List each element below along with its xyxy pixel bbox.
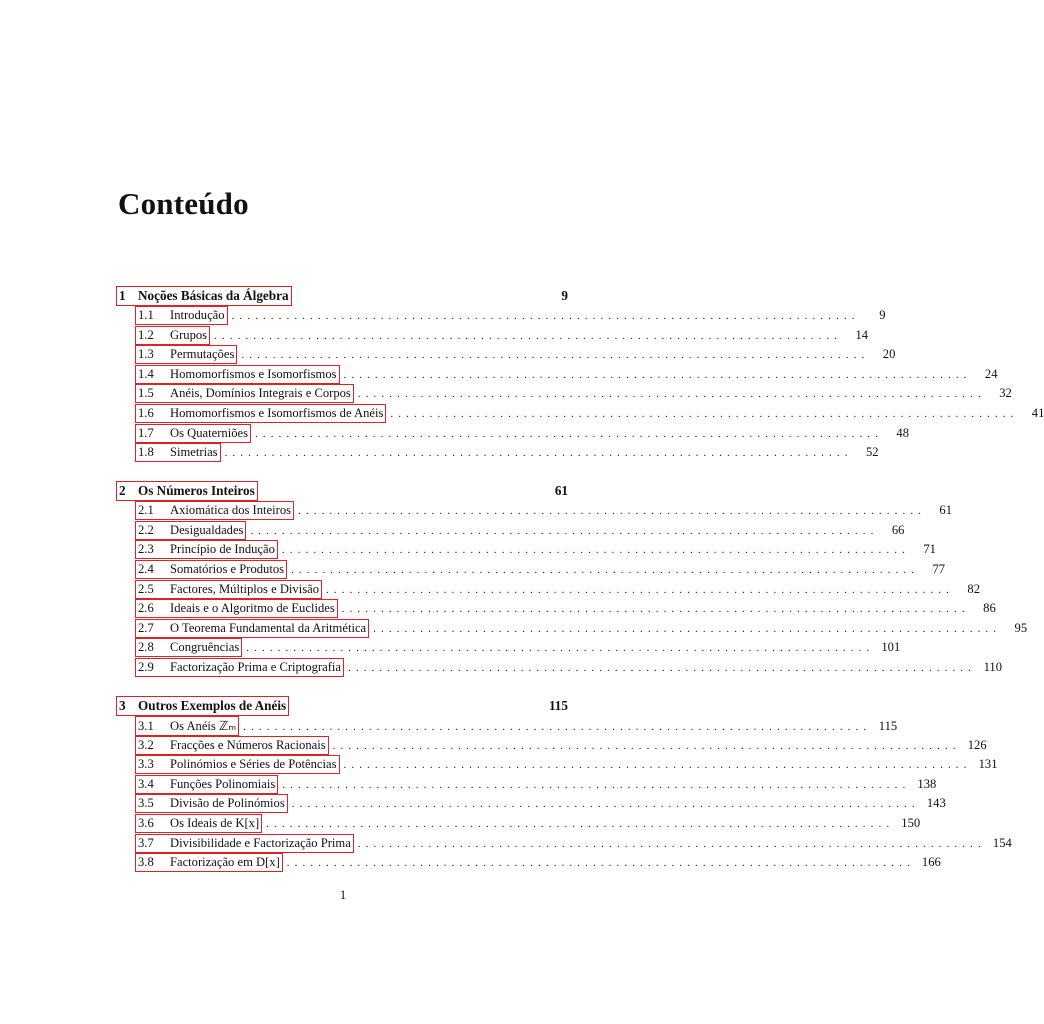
leader-dots: ................................................................................ bbox=[298, 505, 927, 518]
section-number: 2.5 bbox=[138, 581, 154, 596]
section-number: 3.5 bbox=[138, 796, 154, 811]
section-page: 24 bbox=[984, 366, 998, 381]
section-title: Axiomática dos Inteiros bbox=[170, 503, 292, 518]
section-link[interactable] bbox=[137, 347, 235, 362]
section-link[interactable] bbox=[137, 738, 327, 753]
section-title: Factorização em D[x] bbox=[170, 855, 280, 870]
chapter-link[interactable] bbox=[118, 698, 287, 714]
toc-section-row bbox=[118, 620, 1028, 641]
section-page: 61 bbox=[939, 503, 953, 518]
section-title: Fracções e Números Racionais bbox=[170, 737, 326, 752]
section-page: 20 bbox=[882, 347, 896, 362]
section-link[interactable] bbox=[137, 757, 338, 772]
section-link[interactable] bbox=[137, 855, 281, 870]
chapter-page: 115 bbox=[548, 698, 568, 714]
section-page: 32 bbox=[999, 386, 1012, 401]
section-page: 82 bbox=[967, 581, 981, 596]
toc-section-row bbox=[118, 503, 953, 523]
toc-section-row bbox=[118, 366, 998, 387]
chapter-number: 1 bbox=[119, 288, 126, 303]
page-number: 1 bbox=[339, 888, 347, 902]
section-link[interactable] bbox=[137, 660, 342, 675]
section-title: Simetrias bbox=[170, 445, 218, 460]
section-title: Divisão de Polinómios bbox=[170, 796, 285, 811]
leader-dots: ................................................................................ bbox=[357, 837, 986, 850]
leader-dots: ................................................................................ bbox=[286, 857, 915, 870]
section-title: O Teorema Fundamental da Aritmética bbox=[170, 620, 367, 635]
section-link[interactable] bbox=[137, 308, 226, 323]
leader-dots: ................................................................................ bbox=[332, 739, 961, 752]
leader-dots: ................................................................................ bbox=[348, 662, 976, 674]
section-title: Somatórios e Produtos bbox=[170, 562, 285, 577]
section-link[interactable] bbox=[137, 621, 367, 636]
leader-dots: ................................................................................ bbox=[281, 544, 910, 557]
section-link[interactable] bbox=[137, 601, 336, 616]
section-page: 14 bbox=[855, 327, 869, 342]
leader-dots: ................................................................................ bbox=[243, 721, 872, 734]
leader-dots: ................................................................................ bbox=[241, 349, 870, 362]
section-number: 2.2 bbox=[138, 522, 154, 537]
section-number: 3.8 bbox=[138, 855, 154, 870]
section-number: 1.3 bbox=[138, 347, 154, 362]
section-number: 1.7 bbox=[138, 425, 154, 440]
leader-dots: ................................................................................ bbox=[246, 642, 875, 655]
chapter-2 bbox=[118, 483, 1028, 679]
toc-section-row bbox=[118, 640, 901, 660]
toc-section-row bbox=[118, 347, 896, 367]
toc-section-row bbox=[118, 542, 936, 562]
chapter-title: Noções Básicas da Álgebra bbox=[138, 288, 289, 303]
toc-section-row bbox=[118, 327, 869, 348]
chapter-link[interactable] bbox=[118, 288, 290, 304]
section-link[interactable] bbox=[137, 777, 276, 792]
section-number: 1.8 bbox=[138, 445, 154, 460]
section-link[interactable] bbox=[137, 367, 338, 382]
section-number: 3.6 bbox=[138, 816, 154, 831]
section-title: Princípio de Indução bbox=[170, 542, 275, 557]
section-page: 66 bbox=[891, 522, 905, 537]
chapter-1 bbox=[118, 288, 1044, 465]
section-title: Anéis, Domínios Integrais e Corpos bbox=[170, 386, 351, 401]
section-link[interactable] bbox=[137, 640, 240, 655]
toc-section-row bbox=[118, 757, 998, 777]
section-number: 2.4 bbox=[138, 562, 154, 577]
toc-section-row bbox=[118, 660, 1002, 680]
toc-section-row bbox=[118, 386, 1012, 406]
section-page: 52 bbox=[865, 445, 879, 460]
leader-dots: ................................................................................ bbox=[250, 524, 879, 537]
section-number: 2.3 bbox=[138, 542, 154, 557]
chapter-link[interactable] bbox=[118, 483, 256, 499]
section-link[interactable] bbox=[137, 445, 219, 460]
section-page: 77 bbox=[932, 562, 946, 577]
section-page: 41 bbox=[1031, 405, 1044, 420]
leader-dots: ................................................................................ bbox=[390, 407, 1019, 420]
section-page: 95 bbox=[1014, 620, 1028, 635]
table-of-contents bbox=[118, 288, 1044, 893]
toc-section-row bbox=[118, 718, 898, 738]
leader-dots: ................................................................................ bbox=[357, 388, 986, 401]
toc-chapter-row bbox=[118, 698, 568, 718]
section-title: Os Anéis ℤₘ bbox=[170, 719, 237, 734]
toc-section-row bbox=[118, 816, 921, 836]
toc-section-row bbox=[118, 425, 909, 446]
section-number: 1.6 bbox=[138, 405, 154, 420]
chapter-title: Outros Exemplos de Anéis bbox=[138, 698, 287, 714]
leader-dots: ................................................................................ bbox=[341, 603, 970, 616]
section-page: 166 bbox=[921, 855, 941, 870]
section-page: 110 bbox=[983, 660, 1002, 674]
section-link[interactable] bbox=[137, 386, 352, 401]
leader-dots: ................................................................................ bbox=[266, 818, 895, 831]
section-link[interactable] bbox=[137, 542, 276, 557]
section-page: 154 bbox=[992, 835, 1012, 850]
section-number: 1.2 bbox=[138, 327, 154, 342]
section-link[interactable] bbox=[137, 562, 285, 577]
section-number: 3.7 bbox=[138, 835, 154, 850]
section-title: Divisibilidade e Factorização Prima bbox=[170, 835, 351, 850]
section-link[interactable] bbox=[137, 836, 352, 851]
leader-dots: ................................................................................ bbox=[255, 427, 883, 440]
section-number: 3.4 bbox=[138, 776, 154, 791]
section-link[interactable] bbox=[137, 816, 260, 831]
section-number: 2.9 bbox=[138, 660, 154, 674]
section-page: 115 bbox=[878, 719, 898, 734]
section-title: Ideais e o Algoritmo de Euclides bbox=[170, 601, 335, 616]
section-page: 86 bbox=[983, 601, 996, 616]
toc-section-row bbox=[118, 737, 987, 758]
section-title: Grupos bbox=[170, 327, 208, 342]
toc-section-row bbox=[118, 405, 1044, 426]
section-page: 126 bbox=[967, 737, 987, 752]
section-number: 3.2 bbox=[138, 737, 154, 752]
section-link[interactable] bbox=[137, 718, 237, 734]
toc-chapter-row bbox=[118, 483, 568, 503]
section-page: 150 bbox=[901, 816, 921, 831]
chapter-page: 61 bbox=[554, 483, 568, 499]
section-title: Desigualdades bbox=[170, 522, 244, 537]
section-title: Permutações bbox=[170, 347, 235, 362]
section-title: Congruências bbox=[170, 640, 240, 655]
toc-chapter-row bbox=[118, 288, 568, 308]
page-title: Conteúdo bbox=[118, 186, 249, 221]
leader-dots: ................................................................................ bbox=[291, 564, 920, 577]
section-title: Polinómios e Séries de Potências bbox=[170, 757, 337, 772]
toc-section-row bbox=[118, 522, 905, 543]
section-page: 9 bbox=[879, 308, 886, 322]
chapter-page: 9 bbox=[561, 288, 568, 303]
leader-dots: ................................................................................ bbox=[224, 447, 853, 460]
toc-section-row bbox=[118, 776, 937, 797]
leader-dots: ................................................................................ bbox=[343, 759, 972, 772]
toc-section-row bbox=[118, 445, 879, 465]
section-number: 3.1 bbox=[138, 719, 154, 734]
section-title: Homomorfismos e Isomorfismos bbox=[170, 366, 337, 381]
leader-dots: ................................................................................ bbox=[291, 798, 920, 811]
section-page: 71 bbox=[923, 542, 936, 557]
leader-dots: ................................................................................ bbox=[373, 622, 1002, 635]
toc-section-row bbox=[118, 855, 941, 875]
section-title: Factores, Múltiplos e Divisão bbox=[170, 581, 320, 596]
section-title: Factorização Prima e Criptografia bbox=[170, 660, 341, 674]
toc-section-row bbox=[118, 581, 981, 602]
section-page: 138 bbox=[917, 776, 937, 791]
leader-dots: ................................................................................ bbox=[214, 329, 843, 342]
leader-dots: ................................................................................ bbox=[282, 778, 911, 791]
section-link[interactable] bbox=[137, 503, 292, 518]
section-title: Funções Polinomiais bbox=[170, 776, 276, 791]
chapter-number: 2 bbox=[119, 483, 126, 499]
section-number: 1.1 bbox=[138, 308, 154, 322]
section-title: Introdução bbox=[170, 308, 225, 322]
section-number: 1.5 bbox=[138, 386, 154, 401]
section-link[interactable] bbox=[137, 523, 244, 538]
leader-dots: ................................................................................ bbox=[231, 310, 860, 322]
section-page: 48 bbox=[896, 425, 909, 440]
section-number: 2.1 bbox=[138, 503, 154, 518]
section-number: 2.8 bbox=[138, 640, 154, 655]
section-link[interactable] bbox=[137, 426, 249, 441]
section-number: 1.4 bbox=[138, 366, 154, 381]
chapter-3 bbox=[118, 698, 1012, 875]
toc-section-row bbox=[118, 796, 946, 816]
section-number: 2.6 bbox=[138, 601, 154, 616]
section-number: 2.7 bbox=[138, 620, 154, 635]
section-number: 3.3 bbox=[138, 757, 154, 772]
toc-section-row bbox=[118, 601, 996, 621]
section-page: 101 bbox=[881, 640, 901, 655]
toc-section-row bbox=[118, 562, 946, 582]
toc-section-row bbox=[118, 835, 1012, 856]
chapter-title: Os Números Inteiros bbox=[138, 483, 255, 499]
section-link[interactable] bbox=[137, 328, 208, 343]
section-page: 143 bbox=[926, 796, 946, 811]
section-link[interactable] bbox=[137, 582, 320, 597]
section-title: Homomorfismos e Isomorfismos de Anéis bbox=[170, 405, 384, 420]
leader-dots: ................................................................................ bbox=[343, 368, 972, 381]
section-title: Os Quaterniões bbox=[170, 425, 248, 440]
section-link[interactable] bbox=[137, 796, 286, 811]
chapter-number: 3 bbox=[119, 698, 126, 714]
section-title: Os Ideais de K[x] bbox=[170, 816, 260, 831]
section-page: 131 bbox=[978, 757, 998, 772]
leader-dots: ................................................................................ bbox=[326, 583, 955, 596]
toc-section-row bbox=[118, 308, 886, 328]
section-link[interactable] bbox=[137, 406, 384, 421]
